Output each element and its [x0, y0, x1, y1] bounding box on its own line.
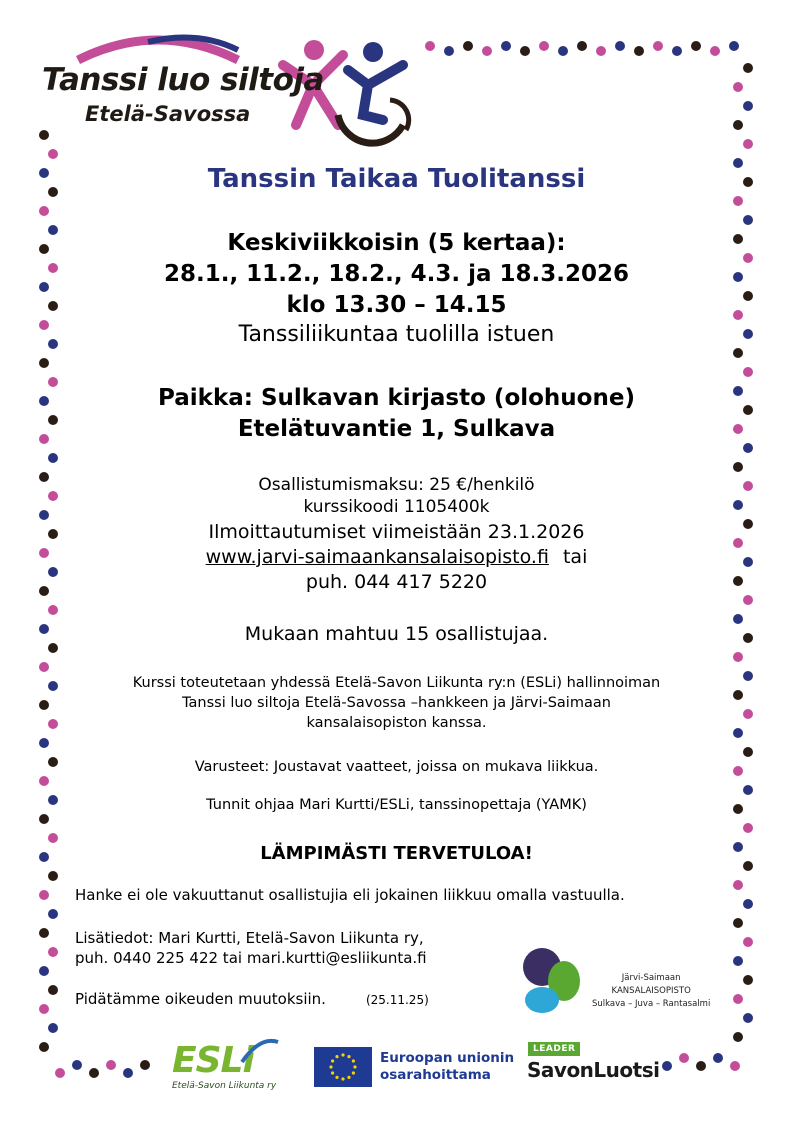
- border-dot: [743, 291, 753, 301]
- border-dot: [48, 567, 58, 577]
- border-dot: [39, 928, 49, 938]
- border-dot: [733, 424, 743, 434]
- border-dot: [743, 823, 753, 833]
- border-dot: [539, 41, 549, 51]
- eu-star: [341, 1077, 344, 1080]
- border-dot: [48, 225, 58, 235]
- border-dot: [679, 1053, 689, 1063]
- about-line-1: Kurssi toteutetaan yhdessä Etelä-Savon Liikunta ry:n (ESLi) hallinnoiman: [132, 675, 661, 691]
- eu-star: [329, 1065, 332, 1068]
- eu-star: [347, 1076, 350, 1079]
- border-dot: [733, 310, 743, 320]
- border-dot: [48, 453, 58, 463]
- border-dot: [733, 690, 743, 700]
- leader-badge: LEADER: [528, 1042, 580, 1056]
- schedule-time: klo 13.30 – 14.15: [286, 292, 507, 318]
- border-dot: [39, 1004, 49, 1014]
- border-dot: [48, 187, 58, 197]
- eu-star: [331, 1059, 334, 1062]
- border-dot: [691, 41, 701, 51]
- border-dot: [733, 348, 743, 358]
- border-dot: [733, 918, 743, 928]
- border-dot: [39, 662, 49, 672]
- border-dot: [425, 41, 435, 51]
- border-dot: [733, 1032, 743, 1042]
- contact-line-1: Lisätiedot: Mari Kurtti, Etelä-Savon Liikunta ry,: [75, 929, 424, 947]
- border-dot: [733, 234, 743, 244]
- border-dot: [743, 937, 753, 947]
- border-dot: [48, 529, 58, 539]
- border-dot: [48, 339, 58, 349]
- border-dot: [48, 415, 58, 425]
- disclaimer-text: Pidätämme oikeuden muutoksiin.: [75, 990, 326, 1008]
- border-dot: [39, 548, 49, 558]
- schedule-days: Keskiviikkoisin (5 kertaa):: [227, 230, 566, 256]
- place-address: Etelätuvantie 1, Sulkava: [237, 416, 556, 442]
- eu-star: [347, 1055, 350, 1058]
- border-dot: [634, 46, 644, 56]
- border-dot: [743, 1013, 753, 1023]
- savonluotsi-logo: SavonLuotsi: [527, 1058, 660, 1082]
- eu-star: [353, 1065, 356, 1068]
- border-dot: [743, 177, 753, 187]
- insurance-note: Hanke ei ole vakuuttanut osallistujia eli jokainen liikkuu omalla vastuulla.: [75, 886, 625, 904]
- border-dot: [140, 1060, 150, 1070]
- border-dot: [743, 785, 753, 795]
- border-dot: [48, 377, 58, 387]
- border-dot: [733, 842, 743, 852]
- border-dot: [577, 41, 587, 51]
- border-dot: [729, 41, 739, 51]
- border-dot: [123, 1068, 133, 1078]
- dancer-head-pink: [304, 40, 324, 60]
- border-dot: [444, 46, 454, 56]
- phone-number: puh. 044 417 5220: [305, 571, 488, 593]
- border-dot: [733, 614, 743, 624]
- border-dot: [48, 681, 58, 691]
- dancer-body-navy: [348, 65, 403, 120]
- eu-line-1: Euroopan unionin: [380, 1050, 515, 1066]
- border-dot: [743, 329, 753, 339]
- border-dot: [743, 519, 753, 529]
- border-dot: [48, 757, 58, 767]
- border-dot: [743, 557, 753, 567]
- capacity-text: Mukaan mahtuu 15 osallistujaa.: [244, 623, 549, 645]
- border-dot: [48, 947, 58, 957]
- border-dot: [733, 272, 743, 282]
- border-dot: [743, 709, 753, 719]
- eu-star: [335, 1055, 338, 1058]
- border-dot: [39, 852, 49, 862]
- eu-star: [335, 1076, 338, 1079]
- about-line-3: kansalaisopiston kanssa.: [306, 715, 487, 731]
- border-dot: [733, 462, 743, 472]
- border-dot: [39, 510, 49, 520]
- eu-star: [331, 1071, 334, 1074]
- border-dot: [48, 909, 58, 919]
- website-link[interactable]: www.jarvi-saimaankansalaisopisto.fi: [205, 546, 549, 568]
- border-dot: [48, 1023, 58, 1033]
- border-dot: [39, 890, 49, 900]
- border-dot: [48, 605, 58, 615]
- border-dot: [520, 46, 530, 56]
- contact-line-2: puh. 0440 225 422 tai mari.kurtti@esliikunta.fi: [75, 949, 427, 967]
- schedule-dates: 28.1., 11.2., 18.2., 4.3. ja 18.3.2026: [163, 261, 630, 287]
- border-dot: [596, 46, 606, 56]
- eu-flag-icon: [314, 1047, 372, 1087]
- border-dot: [710, 46, 720, 56]
- border-dot: [733, 880, 743, 890]
- border-dot: [733, 82, 743, 92]
- border-dot: [713, 1053, 723, 1063]
- border-dot: [733, 120, 743, 130]
- border-dot: [39, 282, 49, 292]
- equipment-text: Varusteet: Joustavat vaatteet, joissa on mukava liikkua.: [194, 759, 599, 775]
- border-dot: [733, 804, 743, 814]
- border-dot: [743, 101, 753, 111]
- border-dot: [39, 396, 49, 406]
- border-dot: [558, 46, 568, 56]
- border-dot: [482, 46, 492, 56]
- border-dot: [39, 206, 49, 216]
- border-dot: [48, 149, 58, 159]
- border-dot: [501, 41, 511, 51]
- border-dot: [653, 41, 663, 51]
- eu-funding-text: [380, 1050, 514, 1084]
- border-dot: [39, 244, 49, 254]
- place-name: Paikka: Sulkavan kirjasto (olohuone): [158, 385, 635, 411]
- border-dot: [733, 652, 743, 662]
- border-dot: [48, 795, 58, 805]
- border-dot: [39, 814, 49, 824]
- border-dot: [106, 1060, 116, 1070]
- eu-star: [352, 1071, 355, 1074]
- or-text: tai: [562, 546, 588, 568]
- border-dot: [615, 41, 625, 51]
- border-dot: [39, 320, 49, 330]
- border-dot: [48, 643, 58, 653]
- border-dot: [696, 1061, 706, 1071]
- border-dot: [743, 671, 753, 681]
- page-title: Tanssin Taikaa Tuolitanssi: [207, 164, 586, 194]
- logo-title: Tanssi luo siltoja: [42, 62, 324, 98]
- border-dot: [743, 481, 753, 491]
- border-dot: [743, 405, 753, 415]
- about-line-2: Tanssi luo siltoja Etelä-Savossa –hankkeen ja Järvi-Saimaan: [182, 695, 611, 711]
- fee-text: Osallistumismaksu: 25 €/henkilö: [258, 475, 535, 495]
- jarvi-saimaa-logo-text: [592, 972, 710, 1011]
- eu-star: [341, 1053, 344, 1056]
- date-note: (25.11.25): [365, 993, 429, 1007]
- border-dot: [743, 975, 753, 985]
- border-dot: [39, 1042, 49, 1052]
- border-dot: [48, 833, 58, 843]
- esli-swoosh-icon: [240, 1036, 280, 1066]
- esli-logo-word: ESLi: [172, 1040, 254, 1081]
- border-dot: [733, 956, 743, 966]
- border-dot: [743, 595, 753, 605]
- js-name: Järvi-Saimaan: [621, 973, 681, 983]
- border-dot: [733, 158, 743, 168]
- js-sub: KANSALAISOPISTO: [611, 986, 691, 996]
- border-dot: [48, 985, 58, 995]
- registration-deadline: Ilmoittautumiset viimeistään 23.1.2026: [208, 521, 585, 543]
- border-dot: [733, 728, 743, 738]
- border-dot: [89, 1068, 99, 1078]
- border-dot: [39, 168, 49, 178]
- esli-logo-subtitle: Etelä-Savon Liikunta ry: [172, 1081, 277, 1091]
- js-towns: Sulkava – Juva – Rantasalmi: [592, 999, 711, 1009]
- border-dot: [39, 586, 49, 596]
- border-dot: [463, 41, 473, 51]
- border-dot: [39, 624, 49, 634]
- border-dot: [48, 263, 58, 273]
- border-dot: [39, 434, 49, 444]
- border-dot: [733, 196, 743, 206]
- js-circle-blue: [525, 987, 559, 1013]
- course-code: kurssikoodi 1105400k: [303, 497, 490, 517]
- border-dot: [72, 1060, 82, 1070]
- border-dot: [39, 966, 49, 976]
- instructor-text: Tunnit ohjaa Mari Kurtti/ESLi, tanssinopettaja (YAMK): [206, 797, 587, 813]
- border-dot: [743, 443, 753, 453]
- border-dot: [672, 46, 682, 56]
- schedule-description: Tanssiliikuntaa tuolilla istuen: [238, 322, 555, 347]
- border-dot: [743, 899, 753, 909]
- dancer-head-navy: [363, 42, 383, 62]
- border-dot: [733, 386, 743, 396]
- border-dot: [733, 994, 743, 1004]
- border-dot: [733, 538, 743, 548]
- border-dot: [730, 1061, 740, 1071]
- disclaimer-line: [75, 990, 429, 1010]
- registration-link-line: [60, 545, 733, 569]
- border-dot: [39, 700, 49, 710]
- border-dot: [39, 358, 49, 368]
- border-dot: [662, 1061, 672, 1071]
- border-dot: [39, 738, 49, 748]
- border-dot: [743, 747, 753, 757]
- logo-subtitle: Etelä-Savossa: [85, 102, 251, 126]
- border-dot: [743, 63, 753, 73]
- border-dot: [743, 215, 753, 225]
- border-dot: [733, 500, 743, 510]
- border-dot: [55, 1068, 65, 1078]
- border-dot: [743, 861, 753, 871]
- border-dot: [48, 491, 58, 501]
- border-dot: [743, 633, 753, 643]
- border-dot: [48, 719, 58, 729]
- eu-star: [352, 1059, 355, 1062]
- border-dot: [733, 766, 743, 776]
- border-dot: [743, 367, 753, 377]
- eu-line-2: osarahoittama: [380, 1067, 491, 1083]
- border-dot: [733, 576, 743, 586]
- border-dot: [743, 139, 753, 149]
- border-dot: [39, 472, 49, 482]
- welcome-text: LÄMPIMÄSTI TERVETULOA!: [260, 843, 533, 864]
- border-dot: [48, 301, 58, 311]
- border-dot: [743, 253, 753, 263]
- border-dot: [48, 871, 58, 881]
- border-dot: [39, 776, 49, 786]
